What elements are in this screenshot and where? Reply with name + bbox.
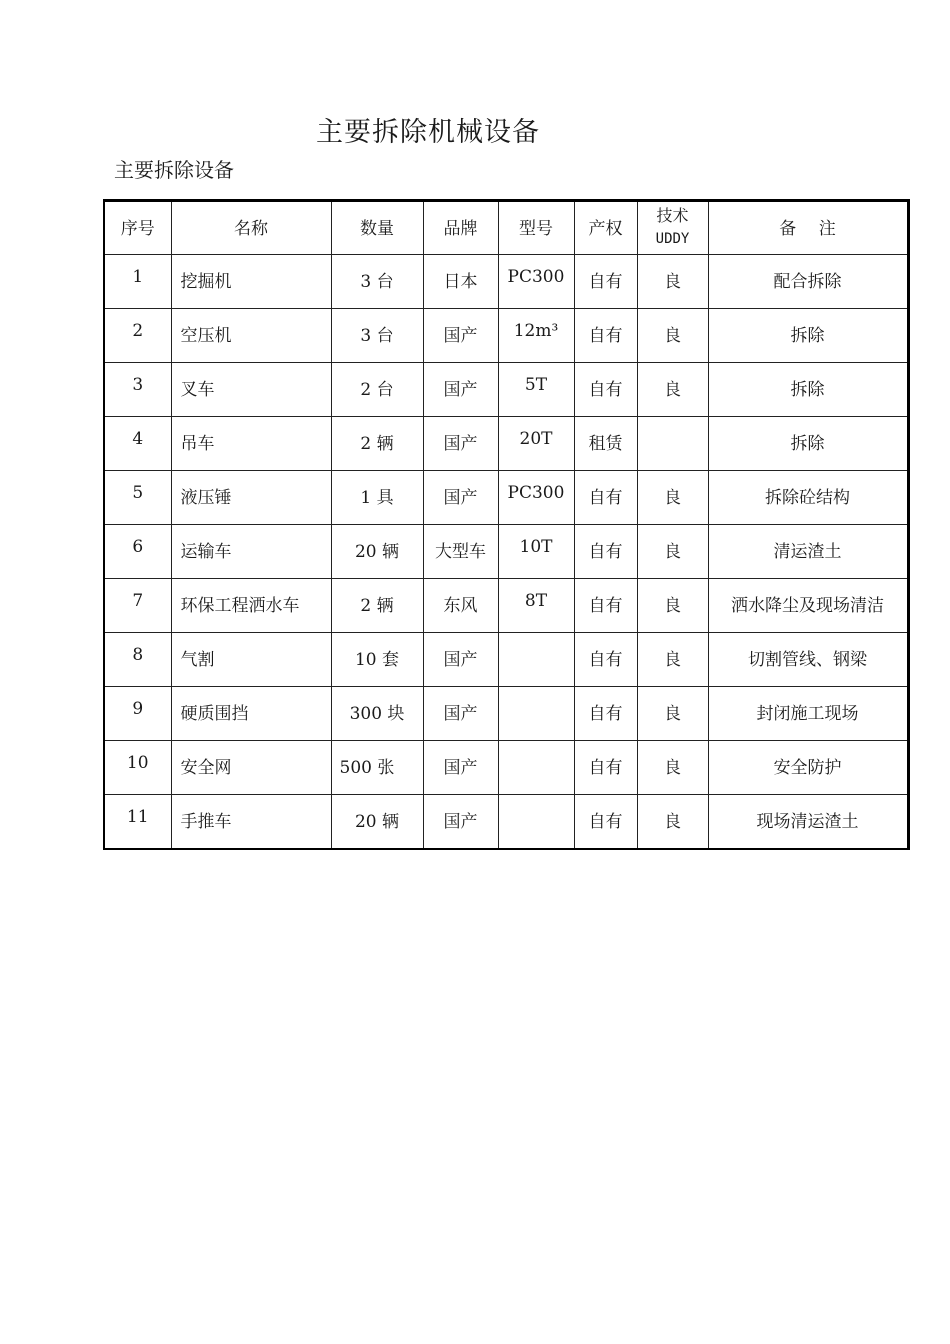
cell-brand: 国产 — [423, 417, 498, 471]
cell-qty: 10 套 — [331, 633, 423, 687]
cell-qty: 300 块 — [331, 687, 423, 741]
cell-name: 吊车 — [171, 417, 331, 471]
cell-ownership: 自有 — [574, 471, 637, 525]
cell-qty: 3 台 — [331, 255, 423, 309]
header-tech-line2: UDDY — [655, 231, 690, 247]
cell-name: 硬质围挡 — [171, 687, 331, 741]
cell-brand: 国产 — [423, 633, 498, 687]
page-title: 主要拆除机械设备 — [316, 117, 540, 148]
cell-remark: 拆除 — [708, 417, 908, 471]
table-row — [104, 363, 908, 417]
cell-tech: 良 — [637, 363, 708, 417]
cell-tech: 良 — [637, 525, 708, 579]
cell-brand: 日本 — [423, 255, 498, 309]
cell-tech: 良 — [637, 255, 708, 309]
header-brand: 品牌 — [423, 201, 498, 255]
cell-name: 叉车 — [171, 363, 331, 417]
cell-tech: 良 — [637, 579, 708, 633]
header-remark: 备 注 — [708, 201, 908, 255]
cell-name: 空压机 — [171, 309, 331, 363]
cell-qty: 500 张 — [331, 741, 423, 795]
cell-model: 5T — [498, 363, 574, 417]
header-qty: 数量 — [331, 201, 423, 255]
cell-tech: 良 — [637, 795, 708, 849]
cell-name: 液压锤 — [171, 471, 331, 525]
cell-brand: 国产 — [423, 687, 498, 741]
table-header-row — [104, 201, 908, 255]
cell-seq: 11 — [104, 795, 171, 849]
cell-qty: 20 辆 — [331, 795, 423, 849]
cell-tech: 良 — [637, 741, 708, 795]
cell-ownership: 自有 — [574, 795, 637, 849]
cell-qty: 3 台 — [331, 309, 423, 363]
cell-remark: 配合拆除 — [708, 255, 908, 309]
cell-model: PC300 — [498, 255, 574, 309]
table-row — [104, 741, 908, 795]
cell-seq: 8 — [104, 633, 171, 687]
cell-model: PC300 — [498, 471, 574, 525]
cell-brand: 国产 — [423, 741, 498, 795]
cell-tech: 良 — [637, 633, 708, 687]
cell-seq: 3 — [104, 363, 171, 417]
cell-seq: 2 — [104, 309, 171, 363]
cell-remark: 清运渣土 — [708, 525, 908, 579]
cell-remark: 安全防护 — [708, 741, 908, 795]
table-row — [104, 795, 908, 849]
cell-name: 安全网 — [171, 741, 331, 795]
cell-name: 挖掘机 — [171, 255, 331, 309]
header-ownership: 产权 — [574, 201, 637, 255]
cell-brand: 国产 — [423, 309, 498, 363]
cell-remark: 现场清运渣土 — [708, 795, 908, 849]
cell-ownership: 自有 — [574, 579, 637, 633]
cell-qty: 1 具 — [331, 471, 423, 525]
cell-model: 10T — [498, 525, 574, 579]
cell-tech: 良 — [637, 309, 708, 363]
header-tech — [637, 201, 708, 255]
cell-seq: 9 — [104, 687, 171, 741]
cell-remark: 切割管线、钢梁 — [708, 633, 908, 687]
cell-tech: 良 — [637, 687, 708, 741]
cell-seq: 6 — [104, 525, 171, 579]
table-row — [104, 687, 908, 741]
cell-seq: 10 — [104, 741, 171, 795]
cell-ownership: 自有 — [574, 309, 637, 363]
cell-brand: 国产 — [423, 363, 498, 417]
cell-seq: 1 — [104, 255, 171, 309]
cell-brand: 国产 — [423, 795, 498, 849]
header-name: 名称 — [171, 201, 331, 255]
cell-tech — [637, 417, 708, 471]
cell-model: 20T — [498, 417, 574, 471]
cell-qty: 2 台 — [331, 363, 423, 417]
cell-model — [498, 633, 574, 687]
cell-ownership: 自有 — [574, 363, 637, 417]
cell-qty: 2 辆 — [331, 417, 423, 471]
header-model: 型号 — [498, 201, 574, 255]
table-row — [104, 255, 908, 309]
cell-seq: 4 — [104, 417, 171, 471]
table-row — [104, 309, 908, 363]
cell-name: 手推车 — [171, 795, 331, 849]
cell-remark: 拆除砼结构 — [708, 471, 908, 525]
section-subtitle: 主要拆除设备 — [114, 158, 234, 182]
cell-ownership: 自有 — [574, 525, 637, 579]
cell-remark: 拆除 — [708, 363, 908, 417]
cell-name: 运输车 — [171, 525, 331, 579]
cell-name: 环保工程洒水车 — [171, 579, 331, 633]
equipment-table — [103, 199, 910, 850]
cell-qty: 20 辆 — [331, 525, 423, 579]
cell-ownership: 自有 — [574, 741, 637, 795]
cell-model — [498, 741, 574, 795]
cell-model: 12m³ — [498, 309, 574, 363]
cell-ownership: 自有 — [574, 633, 637, 687]
cell-model — [498, 795, 574, 849]
table-row — [104, 471, 908, 525]
cell-remark: 洒水降尘及现场清洁 — [708, 579, 908, 633]
cell-ownership: 自有 — [574, 687, 637, 741]
cell-qty: 2 辆 — [331, 579, 423, 633]
cell-remark: 拆除 — [708, 309, 908, 363]
header-seq: 序号 — [104, 201, 171, 255]
table-row — [104, 525, 908, 579]
cell-remark: 封闭施工现场 — [708, 687, 908, 741]
cell-brand: 东风 — [423, 579, 498, 633]
table-row — [104, 417, 908, 471]
table-row — [104, 633, 908, 687]
cell-ownership: 租赁 — [574, 417, 637, 471]
cell-seq: 7 — [104, 579, 171, 633]
cell-ownership: 自有 — [574, 255, 637, 309]
cell-brand: 国产 — [423, 471, 498, 525]
cell-model — [498, 687, 574, 741]
cell-name: 气割 — [171, 633, 331, 687]
cell-seq: 5 — [104, 471, 171, 525]
header-tech-line1: 技术 — [656, 206, 689, 225]
cell-tech: 良 — [637, 471, 708, 525]
table-row — [104, 579, 908, 633]
cell-model: 8T — [498, 579, 574, 633]
cell-brand: 大型车 — [423, 525, 498, 579]
